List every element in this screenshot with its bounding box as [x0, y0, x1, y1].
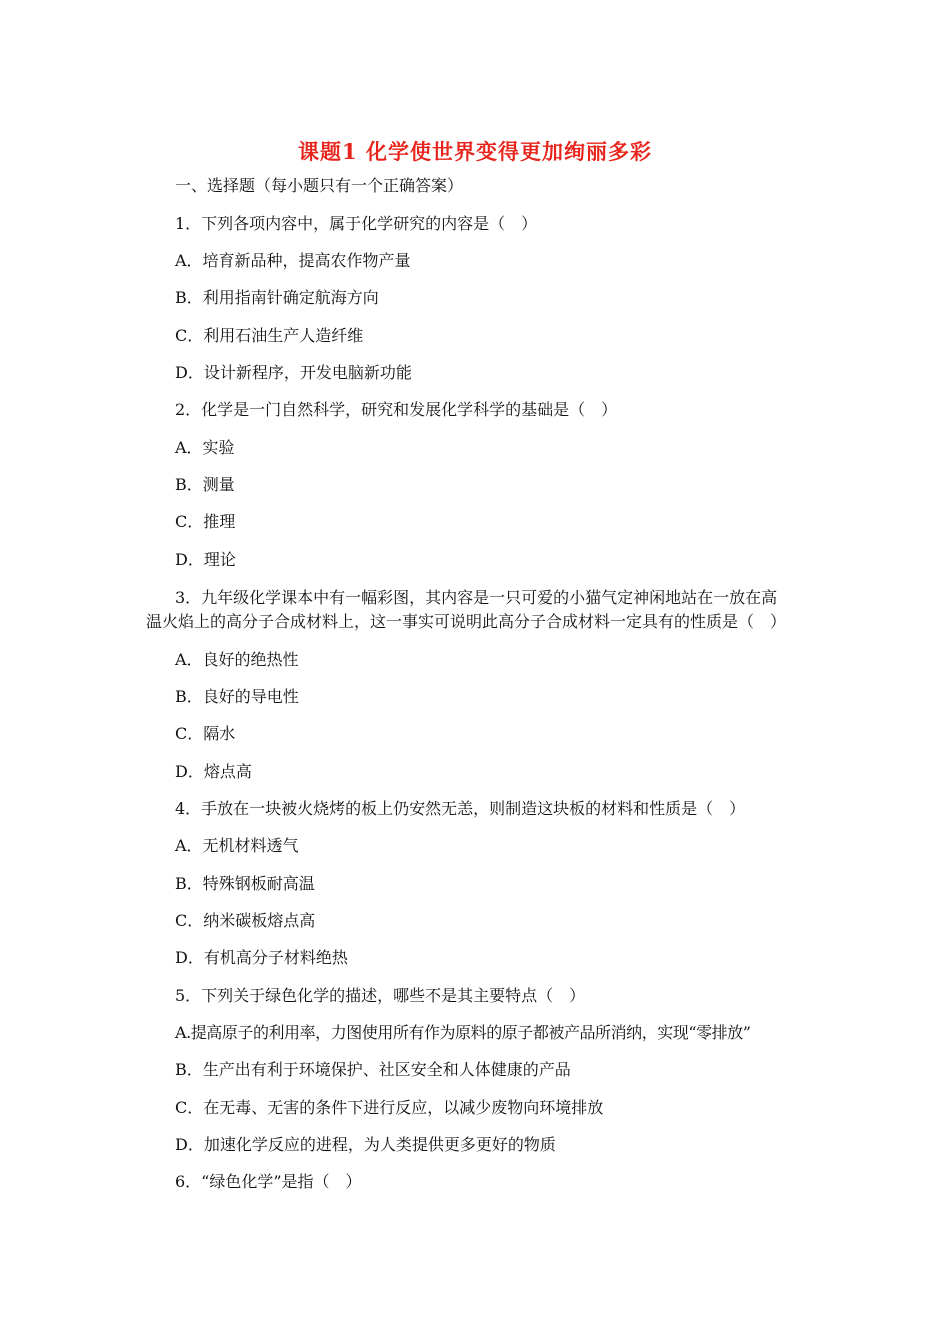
question-1-option-b: B．利用指南针确定航海方向 — [175, 288, 379, 307]
question-5-option-b: B．生产出有利于环境保护、社区安全和人体健康的产品 — [175, 1060, 571, 1079]
question-2-option-a: A．实验 — [175, 438, 235, 457]
question-5-stem: 5．下列关于绿色化学的描述，哪些不是其主要特点（ ） — [175, 986, 586, 1005]
question-4-option-c: C．纳米碳板熔点高 — [175, 911, 316, 930]
question-1-stem: 1．下列各项内容中，属于化学研究的内容是（ ） — [175, 214, 538, 233]
question-5-option-a: A.提高原子的利用率，力图使用所有作为原料的原子都被产品所消纳，实现“零排放” — [175, 1023, 751, 1042]
question-6-stem: 6．“绿色化学”是指（ ） — [175, 1172, 362, 1191]
question-4-option-d: D．有机高分子材料绝热 — [175, 948, 348, 967]
question-1-option-c: C．利用石油生产人造纤维 — [175, 326, 364, 345]
question-3-option-d: D．熔点高 — [175, 762, 252, 781]
question-2-option-b: B．测量 — [175, 475, 235, 494]
page-title: 课题1 化学使世界变得更加绚丽多彩 — [298, 139, 652, 164]
question-1-option-d: D．设计新程序，开发电脑新功能 — [175, 363, 412, 382]
question-3-option-b: B．良好的导电性 — [175, 687, 299, 706]
question-2-option-c: C．推理 — [175, 512, 236, 531]
question-4-option-b: B．特殊钢板耐高温 — [175, 874, 315, 893]
question-1-option-a: A．培育新品种，提高农作物产量 — [175, 251, 411, 270]
section-heading: 一、选择题（每小题只有一个正确答案） — [175, 176, 464, 195]
question-3-option-c: C．隔水 — [175, 724, 236, 743]
question-3-stem-line-1: 3．九年级化学课本中有一幅彩图，其内容是一只可爱的小猫气定神闲地站在一放在高 — [175, 588, 778, 607]
question-2-option-d: D．理论 — [175, 550, 236, 569]
question-3-stem-line-2: 温火焰上的高分子合成材料上，这一事实可说明此高分子合成材料一定具有的性质是（ ） — [146, 612, 787, 631]
question-4-stem: 4．手放在一块被火烧烤的板上仍安然无恙，则制造这块板的材料和性质是（ ） — [175, 799, 746, 818]
question-5-option-d: D．加速化学反应的进程，为人类提供更多更好的物质 — [175, 1135, 556, 1154]
question-3-option-a: A．良好的绝热性 — [175, 650, 299, 669]
question-2-stem: 2．化学是一门自然科学，研究和发展化学科学的基础是（ ） — [175, 400, 618, 419]
question-4-option-a: A．无机材料透气 — [175, 836, 299, 855]
question-5-option-c: C．在无毒、无害的条件下进行反应，以减少废物向环境排放 — [175, 1098, 604, 1117]
